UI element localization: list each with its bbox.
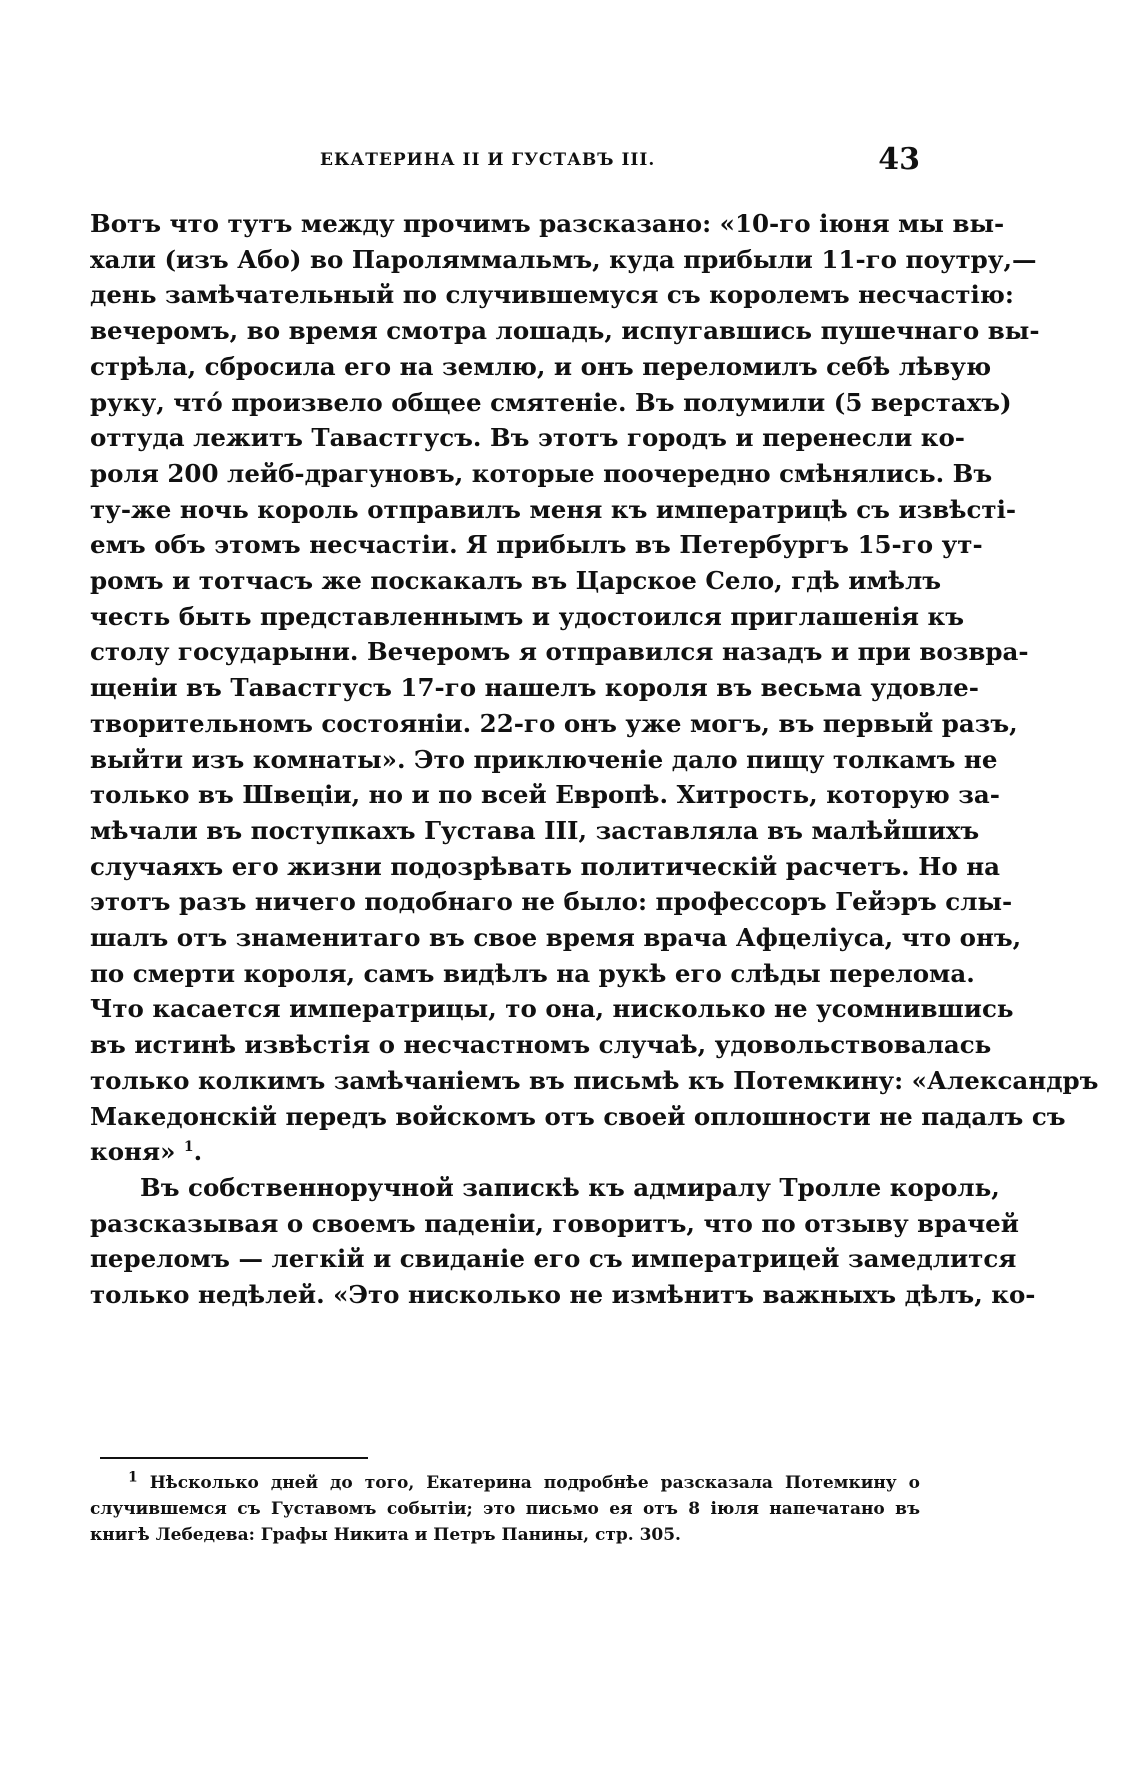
text-line: хали (изъ Або) во Пароляммальмъ, куда прибыли 11-го поутру,— <box>90 244 1037 274</box>
text-line: ту-же ночь король отправилъ меня къ императрицѣ съ извѣсті- <box>90 494 1017 524</box>
footnote-marker: 1 <box>128 1469 138 1486</box>
text-line: коня» <box>90 1137 176 1167</box>
text-line: руку, чтó произвело общее смятеніе. Въ полумили (5 верстахъ) <box>90 387 1012 417</box>
paragraph-line: переломъ — легкій и свиданіе его съ императрицей замедлится <box>90 1244 1017 1274</box>
footnote-line-first <box>90 1470 920 1496</box>
footnote-text: Нѣсколько дней до того, Екатерина подробнѣе разсказала Потемкину о <box>149 1473 920 1493</box>
text-line: щеніи въ Тавастгусъ 17-го нашелъ короля въ весьма удовле- <box>90 673 979 703</box>
text-line: этотъ разъ ничего подобнаго не было: профессоръ Гейэръ слы- <box>90 887 1013 917</box>
paragraph-line: разсказывая о своемъ паденіи, говоритъ, что по отзыву врачей <box>90 1208 1019 1238</box>
text-line: честь быть представленнымъ и удостоился приглашенія къ <box>90 601 965 631</box>
running-title: ЕКАТЕРИНА II И ГУСТАВЪ III. <box>320 150 656 170</box>
text-line: емъ объ этомъ несчастіи. Я прибылъ въ Петербургъ 15-го ут- <box>90 530 983 560</box>
text-line: только колкимъ замѣчаніемъ въ письмѣ къ Потемкину: «Александръ <box>90 1065 1099 1095</box>
text-line: въ истинѣ извѣстія о несчастномъ случаѣ, удовольствовалась <box>90 1030 992 1060</box>
text-line: творительномъ состояніи. 22-го онъ уже могъ, въ первый разъ, <box>90 708 1018 738</box>
page-number: 43 <box>878 142 920 177</box>
paragraph-line: Въ собственноручной запискѣ къ адмиралу Тролле король, <box>140 1172 1000 1202</box>
footnote <box>90 1470 920 1548</box>
page-header <box>90 142 920 177</box>
text-line: стрѣла, сбросила его на землю, и онъ переломилъ себѣ лѣвую <box>90 351 992 381</box>
paragraph-line: только недѣлей. «Это нисколько не измѣнитъ важныхъ дѣлъ, ко- <box>90 1280 1036 1310</box>
text-line: по смерти короля, самъ видѣлъ на рукѣ его слѣды перелома. <box>90 958 975 988</box>
text-line: день замѣчательный по случившемуся съ королемъ несчастію: <box>90 280 1014 310</box>
footnote-reference[interactable]: 1 <box>183 1139 194 1156</box>
main-text <box>90 206 1099 1313</box>
text-line: столу государыни. Вечеромъ я отправился назадъ и при возвра- <box>90 637 1029 667</box>
text-line: только въ Швеціи, но и по всей Европѣ. Хитрость, которую за- <box>90 780 1000 810</box>
footnote-line: случившемся съ Густавомъ событіи; это письмо ея отъ 8 іюля напечатано въ <box>90 1499 920 1519</box>
footnote-divider <box>100 1457 368 1459</box>
text-line-last: коня» $^1$. <box>90 1137 203 1167</box>
text-line: ромъ и тотчасъ же поскакалъ въ Царское Село, гдѣ имѣлъ <box>90 566 942 596</box>
text-line: оттуда лежитъ Тавастгусъ. Въ этотъ городъ и перенесли ко- <box>90 423 965 453</box>
footnote-line: книгѣ Лебедева: Графы Никита и Петръ Панины, стр. 305. <box>90 1525 681 1545</box>
text-line: шалъ отъ знаменитаго въ свое время врача Афцеліуса, что онъ, <box>90 923 1022 953</box>
text-line: Вотъ что тутъ между прочимъ разсказано: «10-го іюня мы вы- <box>90 209 1005 238</box>
text-line: выйти изъ комнаты». Это приключеніе дало пищу толкамъ не <box>90 744 998 774</box>
text-line: случаяхъ его жизни подозрѣвать политическій расчетъ. Но на <box>90 851 1001 881</box>
text-line: Что касается императрицы, то она, нисколько не усомнившись <box>90 994 1014 1024</box>
text-line: роля 200 лейб-драгуновъ, которые поочередно смѣнялись. Въ <box>90 458 993 488</box>
text-line: вечеромъ, во время смотра лошадь, испугавшись пушечнаго вы- <box>90 316 1040 346</box>
text-line: мѣчали въ поступкахъ Густава III, заставляла въ малѣйшихъ <box>90 815 980 845</box>
text-line: Македонскій передъ войскомъ отъ своей оплошности не падалъ съ <box>90 1101 1066 1131</box>
